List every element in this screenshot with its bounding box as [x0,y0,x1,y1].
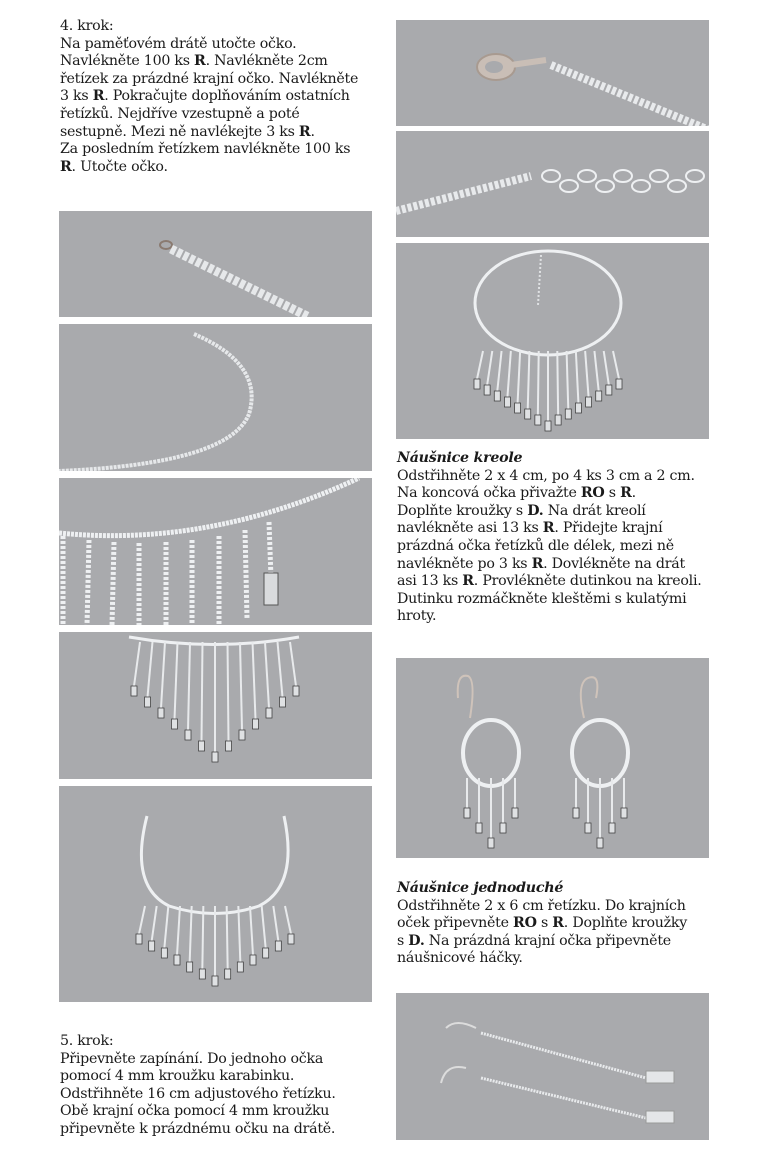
simple-earrings-illustration [396,993,709,1140]
photo-wire-loop-beads [59,211,372,317]
text-line: . Utočte očko. [71,158,168,175]
text-line: s [536,915,553,932]
step5-title: 5. krok: [60,1033,114,1049]
glass-bead [597,838,603,848]
chain-link [614,170,632,182]
text-line: Navlékněte 100 ks [60,53,195,70]
text-line: prázdná očka řetízků dle délek, mezi ně [397,537,674,554]
glass-bead [474,379,480,389]
glass-bead [212,976,218,986]
chain-strand [134,642,140,686]
necklace-fringe-illustration [59,632,372,779]
text-line: oček připevněte [397,915,514,932]
glass-bead [187,962,193,972]
chain-link [542,170,560,182]
text-line: Doplňte kroužky s [397,502,528,519]
text-line: . Dovlékněte na drát [543,555,685,572]
photo-kreole-earrings [396,658,709,858]
text-line: . Provlékněte dutinkou na kreoli. [473,573,702,590]
bold-abbrev: R [542,520,555,537]
glass-bead [488,838,494,848]
glass-bead [280,697,286,707]
chain-strand [538,351,539,415]
chain-strand [497,351,501,391]
text-line: řetízků. Nejdříve vzestupně a poté [60,105,300,122]
glass-bead [239,730,245,740]
glass-bead [253,719,259,729]
text-line: Na drát kreolí [543,502,646,519]
text-line: asi 13 ks [397,573,463,590]
chain-link [632,180,650,192]
text-line: 3 ks [60,88,93,105]
glass-bead [535,415,541,425]
glass-bead [145,697,151,707]
glass-bead [185,730,191,740]
glass-bead [172,719,178,729]
jednoduche-instructions [397,880,717,968]
chain-strand [594,351,598,391]
step4-instructions [60,18,380,176]
step4-title: 4. krok: [60,18,114,34]
chain-strand [518,351,521,403]
text-line: Za posledním řetízkem navlékněte 100 ks [60,141,351,158]
chain-strand [228,642,229,741]
glass-bead [573,808,579,818]
photo-wire-arc [59,324,372,471]
glass-bead [266,708,272,718]
chain-strand [278,642,283,697]
necklace-overview-illustration [396,243,709,439]
glass-bead [161,948,167,958]
glass-bead [525,409,531,419]
glass-bead [212,752,218,762]
photo-necklace-overview [396,243,709,439]
chain-strand [265,642,269,708]
glass-bead [226,741,232,751]
bold-abbrev: R [60,158,72,175]
chain-strand [576,351,579,403]
chain-strand [164,906,168,948]
wire-arc-illustration [59,324,372,471]
glass-bead [596,391,602,401]
text-line: s [604,485,621,502]
photo-simple-earrings [396,993,709,1140]
text-line: připevněte k prázdnému očku na drátě. [60,1120,336,1137]
chain-strand [557,351,558,415]
glass-bead [545,421,551,431]
chain-strand [175,642,178,719]
chain-strand [188,642,190,730]
jednoduche-heading: Náušnice jednoduché [397,880,564,896]
glass-bead [609,823,615,833]
glass-bead [515,403,521,413]
chain-extender-illustration [396,131,709,237]
glass-bead [288,934,294,944]
glass-bead [586,397,592,407]
chain-strand [202,906,203,969]
glass-bead [555,415,561,425]
text-line: . [631,485,636,502]
chain-strand [507,351,510,397]
chain-strand [139,906,145,934]
chains-closeup-illustration [59,478,372,625]
text-line: Dutinku rozmáčkněte kleštěmi s kulatými [397,590,687,607]
chain-strand [290,642,296,686]
chain-strand [190,906,192,962]
glass-bead [565,409,571,419]
glass-bead [464,808,470,818]
text-line: hroty. [397,608,437,625]
bold-abbrev: D. [408,932,425,949]
photo-clasp [396,20,709,126]
bold-abbrev: R [92,88,105,105]
chain-strand [177,906,180,955]
chain-strand [152,906,157,941]
text-line: Na koncová očka přivažte [397,485,581,502]
chain-strand [250,906,253,955]
chain-strand [285,906,291,934]
glass-bead [512,808,518,818]
glass-bead [585,823,591,833]
glass-bead [275,941,281,951]
chain-strand [262,906,266,948]
glass-bead [606,385,612,395]
glass-bead [149,941,155,951]
chain-link [650,170,668,182]
text-line: pomocí 4 mm kroužku karabinku. [60,1068,295,1085]
text-line: náušnicové háčky. [397,950,523,967]
clasp-illustration [396,20,709,126]
glass-bead [199,969,205,979]
glass-bead [575,403,581,413]
kreole-heading: Náušnice kreole [397,450,523,466]
text-line: . Doplňte kroužky [563,915,687,932]
photo-chains-closeup [59,478,372,625]
text-line: Odstřihněte 2 x 4 cm, po 4 ks 3 cm a 2 cm. [397,467,695,484]
kreole-instructions [397,450,717,626]
bold-abbrev: R [194,53,206,70]
chain-link [686,170,704,182]
wire-beads-illustration [59,211,372,317]
glass-bead [225,969,231,979]
chain-strand [613,351,619,379]
bold-abbrev: D. [527,502,544,519]
glass-bead [494,391,500,401]
chain-strand [604,351,609,385]
photo-necklace-fringe [59,632,372,779]
glass-bead [621,808,627,818]
chain-strand [253,642,256,719]
chain-strand [148,642,153,697]
chain-link [596,180,614,192]
chain-strand [487,351,492,385]
glass-bead [136,934,142,944]
text-line: . [310,123,315,140]
chain-strand [585,351,588,397]
chain-strand [477,351,483,379]
chain-strand [240,642,242,730]
text-line: Odstřihněte 2 x 6 cm řetízku. Do krajních [397,897,686,914]
full-necklace-illustration [59,786,372,1002]
glass-bead [158,708,164,718]
chain-strand [202,642,203,741]
chain-link [668,180,686,192]
bold-abbrev: R [298,123,311,140]
photo-chain-extender [396,131,709,237]
text-line: navlékněte po 3 ks [397,555,532,572]
glass-bead [174,955,180,965]
text-line: Obě krajní očka pomocí 4 mm kroužku [60,1103,330,1120]
chain-link [578,170,596,182]
text-line: . Pokračujte doplňováním ostatních [104,88,350,105]
glass-bead [476,823,482,833]
chain-strand [567,351,569,409]
glass-bead [616,379,622,389]
glass-bead [293,686,299,696]
text-line: Na prázdná krajní očka připevněte [424,932,671,949]
text-line: s [397,932,409,949]
step5-instructions [60,1033,380,1139]
bold-abbrev: R [552,915,564,932]
bold-abbrev: R [620,485,632,502]
chain-strand [161,642,165,708]
text-line: . Navlékněte 2cm [205,53,328,70]
text-line: řetízek za prázdné krajní očko. Navlékněte [60,70,359,87]
glass-bead [250,955,256,965]
text-line: sestupně. Mezi ně navlékejte 3 ks [60,123,299,140]
bold-abbrev: R [462,573,474,590]
text-line: Odstřihněte 16 cm adjustového řetízku. [60,1085,336,1102]
glass-bead [237,962,243,972]
chain-strand [528,351,530,409]
kreole-earrings-illustration [396,658,709,858]
text-line: navlékněte asi 13 ks [397,520,543,537]
bold-abbrev: RO [580,485,605,502]
text-line: . Přidejte krajní [554,520,663,537]
chain-strand [273,906,278,941]
bold-abbrev: RO [513,915,537,932]
glass-bead [500,823,506,833]
chain-strand [238,906,240,962]
bold-abbrev: R [531,555,544,572]
chain-strand [227,906,228,969]
glass-bead [504,397,510,407]
photo-full-necklace [59,786,372,1002]
glass-bead [263,948,269,958]
text-line: Na paměťovém drátě utočte očko. [60,35,297,52]
glass-bead [131,686,137,696]
text-line: Připevněte zapínání. Do jednoho očka [60,1050,324,1067]
chain-link [560,180,578,192]
glass-bead [484,385,490,395]
glass-bead [199,741,205,751]
